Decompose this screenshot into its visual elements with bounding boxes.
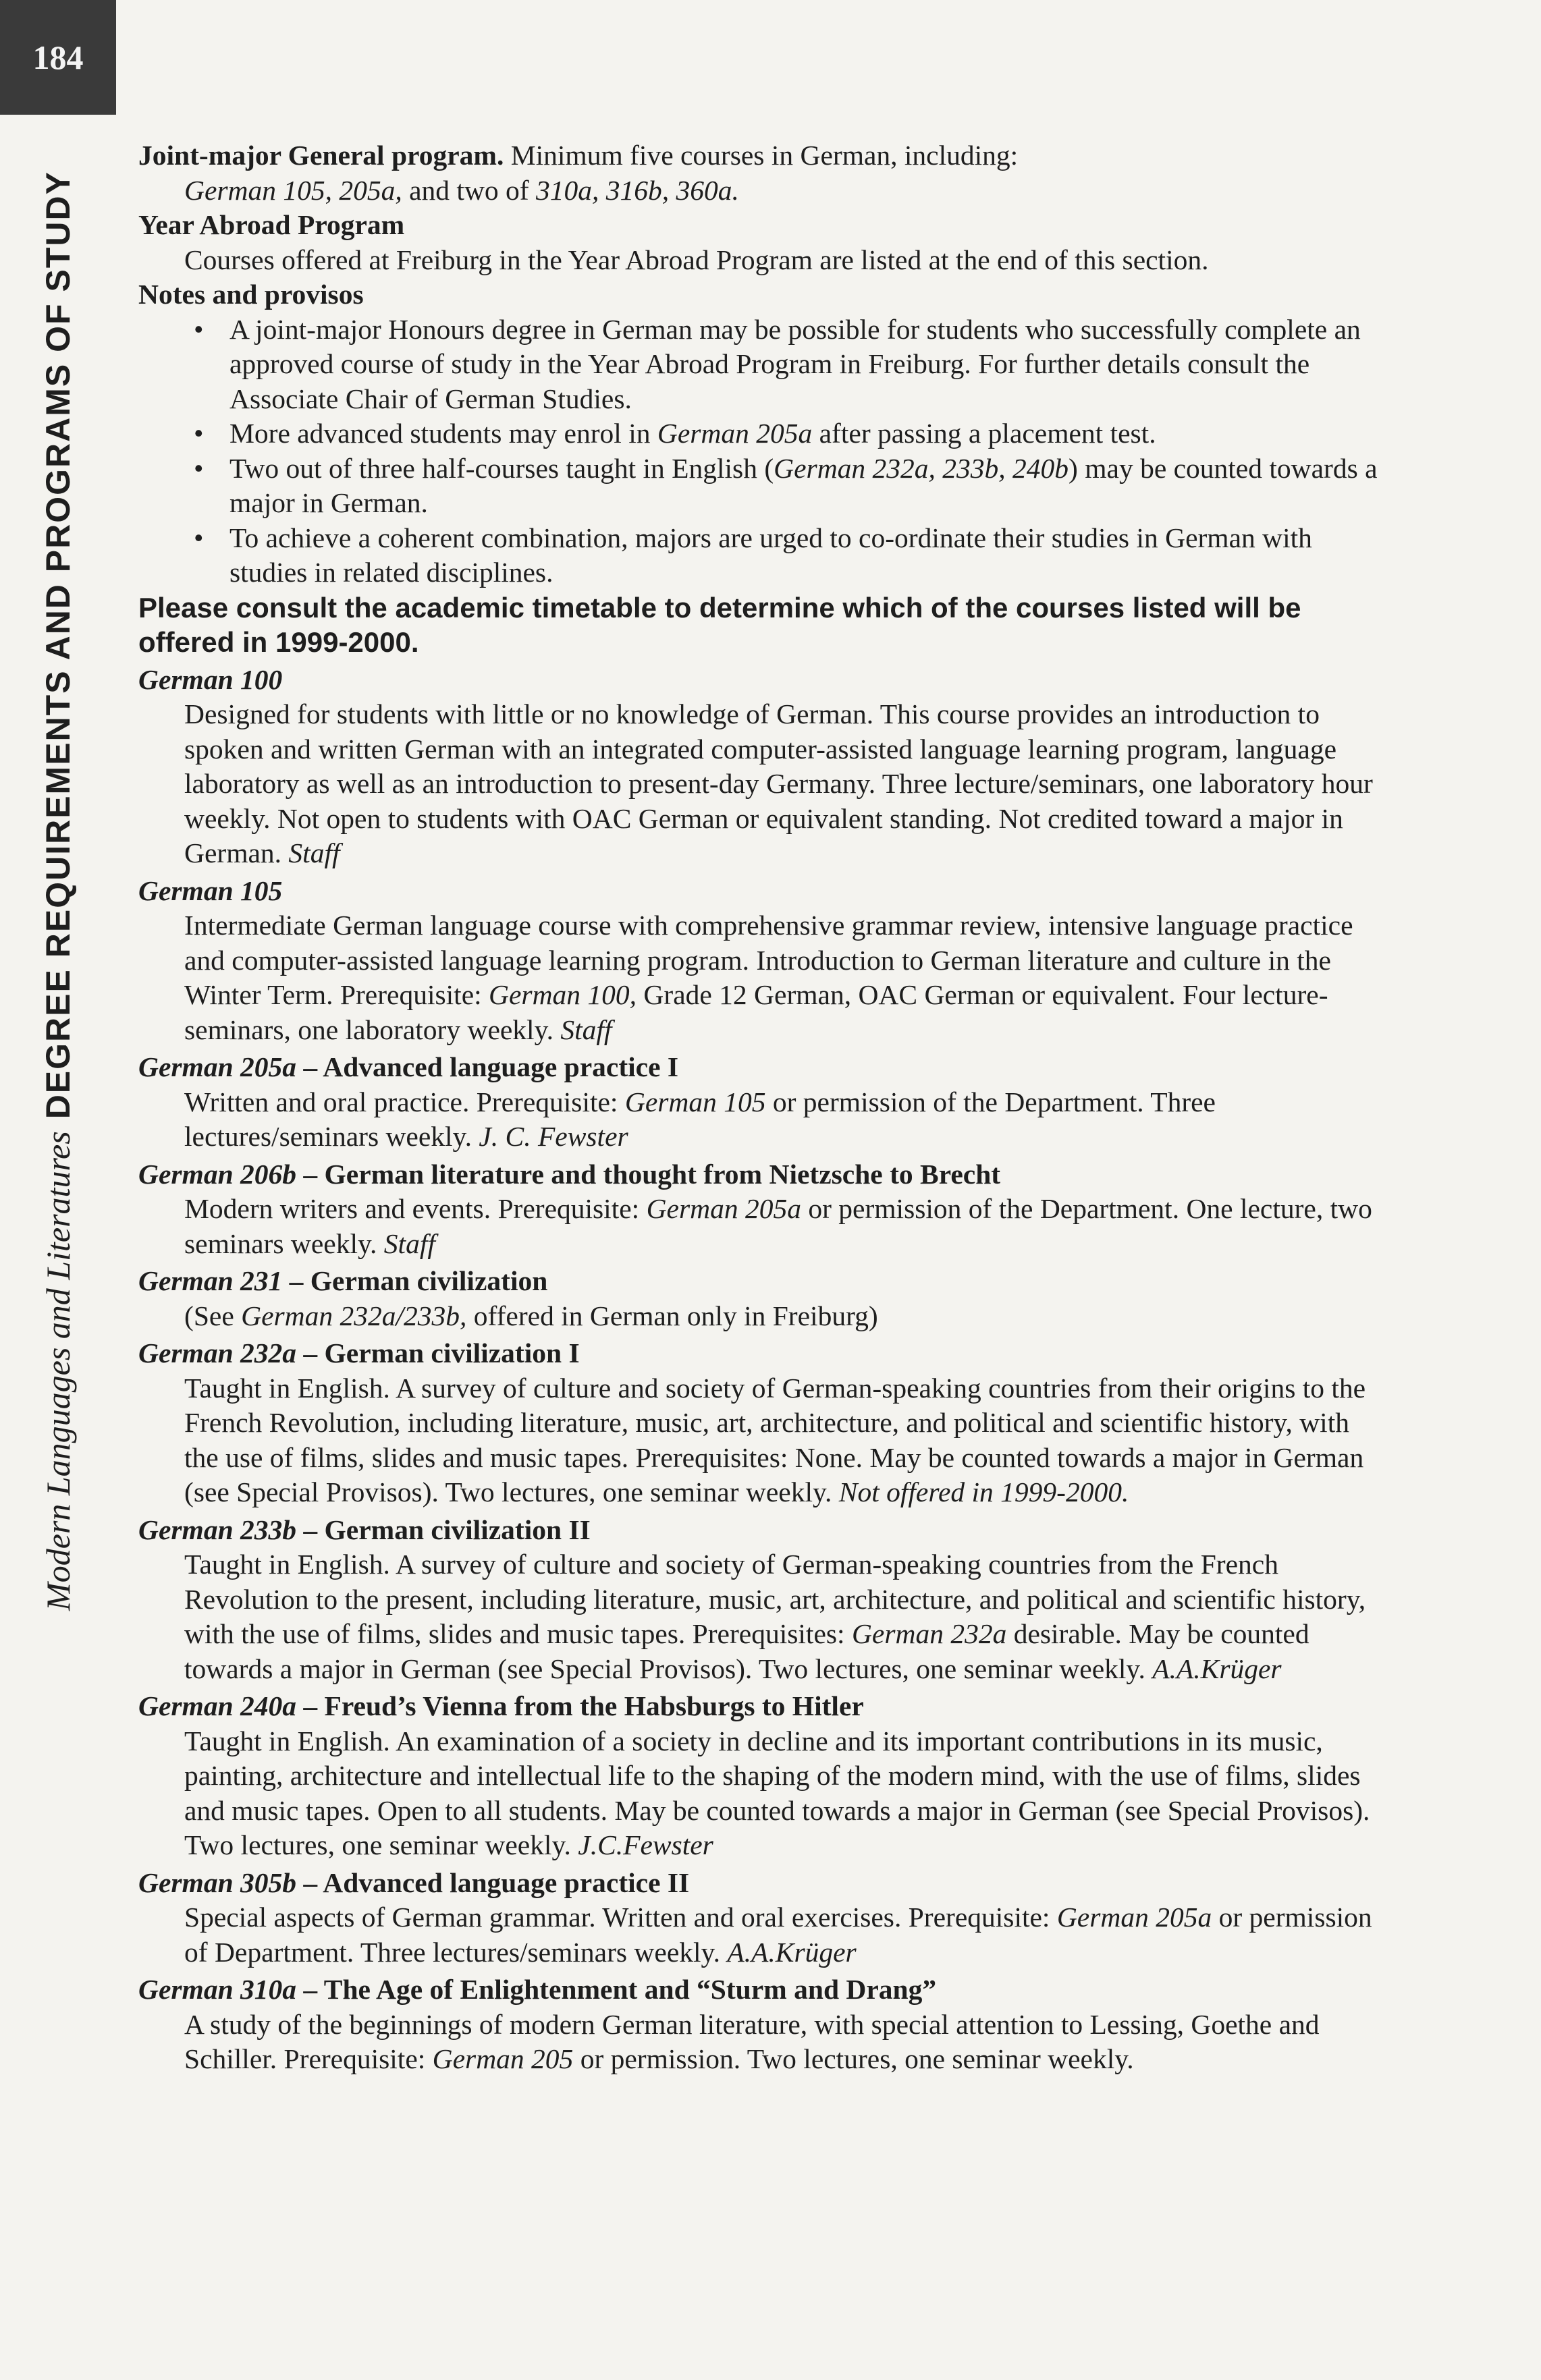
course-entry [138, 1157, 1384, 1262]
course-desc-em: German 232a [851, 1618, 1007, 1649]
course-title [138, 1513, 1384, 1548]
note-em: German 205a [657, 418, 813, 449]
course-desc-post: or permission of Department. Three lectures/seminars weekly. [184, 1902, 1372, 1968]
course-desc-em2: Staff [383, 1227, 435, 1259]
course-title [138, 1972, 1384, 2008]
note-pre: Two out of three half-courses taught in English ( [229, 452, 774, 484]
course-title [138, 663, 1384, 698]
course-description [184, 1192, 1384, 1261]
course-description [184, 1900, 1384, 1970]
course-code: German 233b [138, 1514, 297, 1545]
course-desc-post: desirable. May be counted towards a major in German (see Special Provisos). Two lectures, one seminar weekly. [184, 1618, 1309, 1684]
notes-list [138, 312, 1384, 590]
course-code: German 305b [138, 1866, 297, 1898]
course-code: German 105 [138, 875, 283, 906]
course-desc-pre: Taught in English. A survey of culture and society of German-speaking countries from their origins to the French Revolution, including literature, music, art, architecture, and political and scientific history, with the use of films, slides and music tapes. Prerequisites: None. May be counted towards a major in German (see Special Provisos). Two lectures, one seminar weekly. [184, 1372, 1366, 1507]
course-name: – The Age of Enlightenment and “Sturm and Drang” [296, 1974, 937, 2005]
course-title [138, 1689, 1384, 1724]
list-item [138, 521, 1384, 590]
note-post: ) may be counted towards a major in German. [229, 452, 1378, 518]
course-desc-pre: Intermediate German language course with comprehensive grammar review, intensive language practice and computer-assisted language learning program. Introduction to German literature and culture in the Winter Term. Prerequisite: [184, 910, 1353, 1010]
course-entry [138, 874, 1384, 1048]
notes-heading: Notes and provisos [138, 279, 364, 310]
course-desc-em2: A.A.Krüger [1152, 1653, 1282, 1684]
course-desc-pre: Written and oral practice. Prerequisite: [184, 1086, 625, 1117]
course-name: – Advanced language practice II [296, 1866, 690, 1898]
page-number: 184 [0, 0, 116, 115]
course-desc-pre: Special aspects of German grammar. Written and oral exercises. Prerequisite: [184, 1902, 1057, 1933]
course-title [138, 1157, 1384, 1192]
course-description [184, 1085, 1384, 1155]
timetable-notice: Please consult the academic timetable to determine which of the courses listed will be offered in 1999-2000. [138, 591, 1301, 658]
note-text: A joint-major Honours degree in German may be possible for students who successfully complete an approved course of study in the Year Abroad Program in Freiburg. For further details consult the Associate Chair of German Studies. [229, 313, 1361, 414]
course-desc-post: or permission of the Department. One lecture, two seminars weekly. [184, 1193, 1372, 1259]
course-entry [138, 1264, 1384, 1333]
course-code: German 206b [138, 1158, 297, 1190]
course-desc-em: Not offered in 1999-2000. [838, 1476, 1129, 1507]
course-desc-post: or permission. Two lectures, one seminar weekly. [573, 2043, 1134, 2074]
course-code: German 232a [138, 1337, 297, 1368]
course-list [138, 663, 1384, 2077]
course-title [138, 1050, 1384, 1085]
course-description [184, 1371, 1384, 1510]
note-pre: More advanced students may enrol in [229, 418, 657, 449]
course-entry [138, 1972, 1384, 2077]
course-desc-em: German 100, [489, 979, 637, 1010]
course-code: German 205a [138, 1051, 297, 1082]
joint-major-courses [184, 173, 1384, 209]
course-description [184, 1724, 1384, 1863]
course-name: – German literature and thought from Nietzsche to Brecht [296, 1158, 1001, 1190]
joint-major-intro: Minimum five courses in German, including: [504, 140, 1019, 171]
course-desc-post: Grade 12 German, OAC German or equivalent. Four lecture-seminars, one laboratory weekly. [184, 979, 1328, 1045]
course-desc-pre: Taught in English. A survey of culture and society of German-speaking countries from the French Revolution to the present, including literature, music, art, architecture, and political and scientific history, with the use of films, slides and music tapes. Prerequisites: [184, 1549, 1366, 1649]
course-entry [138, 1866, 1384, 1970]
course-entry [138, 663, 1384, 871]
year-abroad-text: Courses offered at Freiburg in the Year Abroad Program are listed at the end of this section. [184, 244, 1209, 275]
joint-major-options: 310a, 316b, 360a. [536, 174, 739, 206]
course-code: German 240a [138, 1690, 297, 1721]
course-title [138, 1264, 1384, 1299]
list-item [138, 416, 1384, 451]
course-title [138, 874, 1384, 909]
course-desc-pre: A study of the beginnings of modern German literature, with special attention to Lessing, Goethe and Schiller. Prerequisite: [184, 2008, 1320, 2074]
course-desc-pre: Modern writers and events. Prerequisite: [184, 1193, 647, 1224]
course-desc-em2: J. C. Fewster [479, 1121, 628, 1152]
course-entry [138, 1336, 1384, 1510]
section-name: DEGREE REQUIREMENTS AND PROGRAMS OF STUDY [39, 171, 77, 1119]
course-desc-pre: (See [184, 1300, 242, 1331]
course-desc-em: German 232a/233b, [241, 1300, 467, 1331]
course-desc-em2: A.A.Krüger [727, 1936, 857, 1968]
course-desc-em: J.C.Fewster [578, 1829, 713, 1860]
course-desc-em: German 205 [432, 2043, 574, 2074]
course-desc-em: German 205a [1056, 1902, 1212, 1933]
course-desc-em: German 105 [624, 1086, 766, 1117]
joint-major-and: and two of [402, 174, 537, 206]
course-desc-em: Staff [288, 837, 340, 868]
course-description [184, 908, 1384, 1047]
course-code: German 100 [138, 663, 283, 695]
course-desc-post: or permission of the Department. Three lectures/seminars weekly. [184, 1086, 1216, 1152]
course-name: – German civilization [282, 1265, 548, 1296]
course-code: German 231 [138, 1265, 283, 1296]
joint-major-paragraph [138, 138, 1384, 173]
list-item [138, 312, 1384, 417]
department-name: Modern Languages and Literatures [39, 1131, 77, 1611]
note-em: German 232a, 233b, 240b [774, 452, 1069, 484]
course-name: – German civilization II [296, 1514, 591, 1545]
course-description [184, 1299, 1384, 1334]
course-description [184, 2008, 1384, 2077]
list-item [138, 451, 1384, 521]
course-desc-post: offered in German only in Freiburg) [466, 1300, 878, 1331]
joint-major-heading: Joint-major General program. [138, 140, 504, 171]
course-title [138, 1336, 1384, 1371]
course-desc-em: German 205a [646, 1193, 801, 1224]
course-description [184, 1547, 1384, 1686]
course-title [138, 1866, 1384, 1901]
course-entry [138, 1689, 1384, 1863]
course-entry [138, 1050, 1384, 1155]
note-text: To achieve a coherent combination, majors are urged to co-ordinate their studies in German with studies in related disciplines. [229, 522, 1312, 588]
side-running-title [41, 171, 75, 1611]
course-name: – Freud’s Vienna from the Habsburgs to Hitler [296, 1690, 864, 1721]
course-name: – Advanced language practice I [296, 1051, 679, 1082]
course-desc-pre: Taught in English. An examination of a society in decline and its important contributions in its music, painting, architecture and intellectual life to the shaping of the modern mind, with the use of films, slides and music tapes. Open to all students. May be counted towards a major in German (see Special Provisos). Two lectures, one seminar weekly. [184, 1725, 1370, 1860]
page-content [138, 138, 1384, 2077]
year-abroad-heading: Year Abroad Program [138, 209, 405, 240]
joint-major-required: German 105, 205a, [184, 174, 402, 206]
course-desc-em2: Staff [560, 1014, 612, 1045]
note-post: after passing a placement test. [812, 418, 1156, 449]
course-code: German 310a [138, 1974, 297, 2005]
course-desc-pre: Designed for students with little or no knowledge of German. This course provides an introduction to spoken and written German with an integrated computer-assisted language learning program, language laboratory as well as an introduction to present-day Germany. Three lecture/seminars, one laboratory hour weekly. Not open to students with OAC German or equivalent standing. Not credited toward a major in German. [184, 698, 1373, 868]
course-entry [138, 1513, 1384, 1687]
course-description [184, 697, 1384, 871]
course-name: – German civilization I [296, 1337, 580, 1368]
